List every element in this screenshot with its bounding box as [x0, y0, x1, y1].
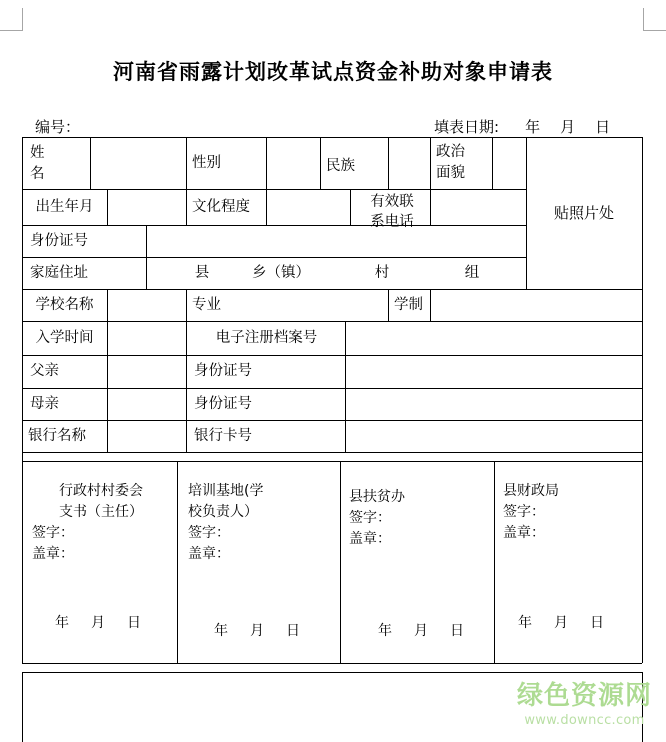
cell-value-gender [270, 137, 316, 189]
cell-value-enroll [111, 321, 183, 355]
cell-label-name: 姓 名 [30, 145, 45, 182]
date-day: 日 [595, 118, 611, 136]
sig-month: 月 [414, 623, 428, 639]
table-line-v [345, 355, 346, 452]
cell-label-mother: 母亲 [30, 395, 59, 412]
table-line-v [350, 189, 351, 225]
sig-day: 日 [286, 623, 300, 639]
table-line-v [526, 137, 527, 289]
cell-value-archive [349, 321, 639, 355]
address-village: 村 [374, 264, 390, 281]
table-line-v [494, 461, 495, 663]
cell-label-phone: 有效联 系电话 [370, 194, 414, 228]
table-line-v [345, 321, 346, 355]
cell-value-phone [434, 189, 524, 225]
signature-title-line2: 支书（主任） [59, 504, 143, 520]
cell-label-major: 专业 [192, 296, 221, 313]
table-line-v [388, 289, 389, 321]
cell-value-id-number [150, 225, 522, 257]
address-group: 组 [464, 264, 480, 281]
table-line-v [146, 257, 147, 289]
table-line-v [186, 189, 187, 225]
crop-mark-top-left [0, 8, 23, 31]
signature-title-line2: 校负责人） [188, 504, 258, 520]
table-line-v [340, 461, 341, 663]
signature-title-line1: 培训基地(学 [188, 483, 264, 499]
watermark [517, 682, 652, 728]
form-number-label: 编号： [35, 118, 81, 136]
table-line-v [430, 189, 431, 225]
signature-date [55, 612, 141, 632]
cell-value-mother-name [111, 388, 183, 420]
date-month: 月 [560, 118, 576, 136]
sig-year: 年 [378, 623, 392, 639]
sig-month: 月 [250, 623, 264, 639]
address-county: 县 [194, 264, 210, 281]
table-line-v [492, 137, 493, 189]
signature-title-line1: 县扶贫办 [349, 489, 405, 505]
cell-value-school [111, 289, 183, 321]
signature-seal-label: 盖章： [188, 546, 230, 562]
cell-value-system [434, 289, 522, 321]
form-title: 河南省雨露计划改革试点资金补助对象申请表 [113, 60, 553, 84]
sig-year: 年 [214, 623, 228, 639]
table-line-v [107, 321, 108, 355]
signature-seal-label: 盖章： [32, 546, 74, 562]
crop-mark-top-right [643, 8, 666, 31]
cell-label-mother-id: 身份证号 [194, 395, 252, 412]
fill-date-text: 填表日期: [434, 118, 500, 136]
signature-sign-label: 签字： [32, 525, 74, 541]
signature-sign-label: 签字： [503, 504, 545, 520]
signature-title-line1: 行政村村委会 [59, 483, 143, 499]
signature-seal-label: 盖章： [349, 531, 391, 547]
table-line-v [186, 321, 187, 355]
table-line-h [22, 672, 642, 673]
table-line-v [388, 137, 389, 189]
cell-value-political [496, 137, 522, 189]
table-line-v [107, 189, 108, 225]
signature-block [503, 481, 635, 544]
address-township: 乡（镇） [252, 264, 310, 281]
table-line-v [22, 137, 23, 663]
table-line-v [177, 461, 178, 663]
signature-block [349, 487, 487, 550]
cell-value-ethnicity [392, 137, 426, 189]
sig-day: 日 [450, 623, 464, 639]
cell-value-bank-name [111, 420, 183, 452]
fill-date-label [434, 116, 610, 137]
table-line-v [186, 137, 187, 189]
signature-date [378, 620, 464, 640]
table-line-v [107, 355, 108, 452]
watermark-site-name: 绿色资源网 [516, 681, 652, 712]
photo-placeholder: 贴照片处 [553, 203, 614, 222]
table-line-v [186, 289, 187, 321]
cell-label-school: 学校名称 [35, 296, 94, 313]
cell-value-education [270, 189, 346, 225]
cell-value-father-id [349, 355, 639, 388]
signature-title-line1: 县财政局 [503, 483, 559, 499]
cell-label-gender: 性别 [192, 154, 221, 171]
table-line-v [90, 137, 91, 189]
table-line-v [107, 289, 108, 321]
table-line-v [320, 137, 321, 189]
signature-sign-label: 签字： [188, 525, 230, 541]
sig-day: 日 [590, 615, 604, 631]
cell-label-enroll: 入学时间 [35, 329, 94, 346]
table-line-v [430, 137, 431, 189]
sig-year: 年 [518, 615, 532, 631]
cell-value-name [94, 137, 182, 189]
cell-value-bank-card [349, 420, 639, 452]
date-year: 年 [525, 118, 541, 136]
sig-month: 月 [554, 615, 568, 631]
sig-day: 日 [127, 615, 141, 631]
signature-date [214, 620, 300, 640]
signature-block [32, 481, 170, 565]
cell-label-political: 政治 面貌 [436, 144, 465, 181]
table-line-v [146, 225, 147, 257]
table-line-h [22, 663, 642, 664]
cell-label-father-id: 身份证号 [194, 363, 252, 380]
cell-label-address: 家庭住址 [30, 264, 88, 281]
signature-seal-label: 盖章： [503, 525, 545, 541]
cell-label-education: 文化程度 [192, 198, 250, 215]
cell-label-father: 父亲 [30, 363, 59, 380]
watermark-url: www.downcc.com [524, 713, 645, 728]
cell-label-bank: 银行名称 [28, 427, 86, 444]
cell-label-archive: 电子注册档案号 [215, 329, 318, 346]
sig-month: 月 [91, 615, 105, 631]
table-line-h [22, 461, 642, 462]
table-line-v [266, 137, 267, 189]
cell-label-ethnicity: 民族 [326, 158, 355, 175]
cell-value-mother-id [349, 388, 639, 420]
sig-year: 年 [55, 615, 69, 631]
table-line-v [266, 189, 267, 225]
cell-value-father-name [111, 355, 183, 388]
cell-value-birth [111, 189, 183, 225]
cell-label-system: 学制 [394, 296, 423, 313]
signature-sign-label: 签字： [349, 510, 391, 526]
cell-label-birth: 出生年月 [35, 198, 94, 215]
signature-date [518, 612, 604, 632]
signature-block [188, 481, 332, 565]
cell-label-bank-card: 银行卡号 [194, 427, 252, 444]
table-line-v [642, 137, 643, 663]
table-line-v [186, 355, 187, 452]
cell-label-id-number: 身份证号 [30, 232, 88, 249]
table-line-v [430, 289, 431, 321]
table-line-h [22, 452, 642, 453]
table-line-v [22, 672, 23, 742]
